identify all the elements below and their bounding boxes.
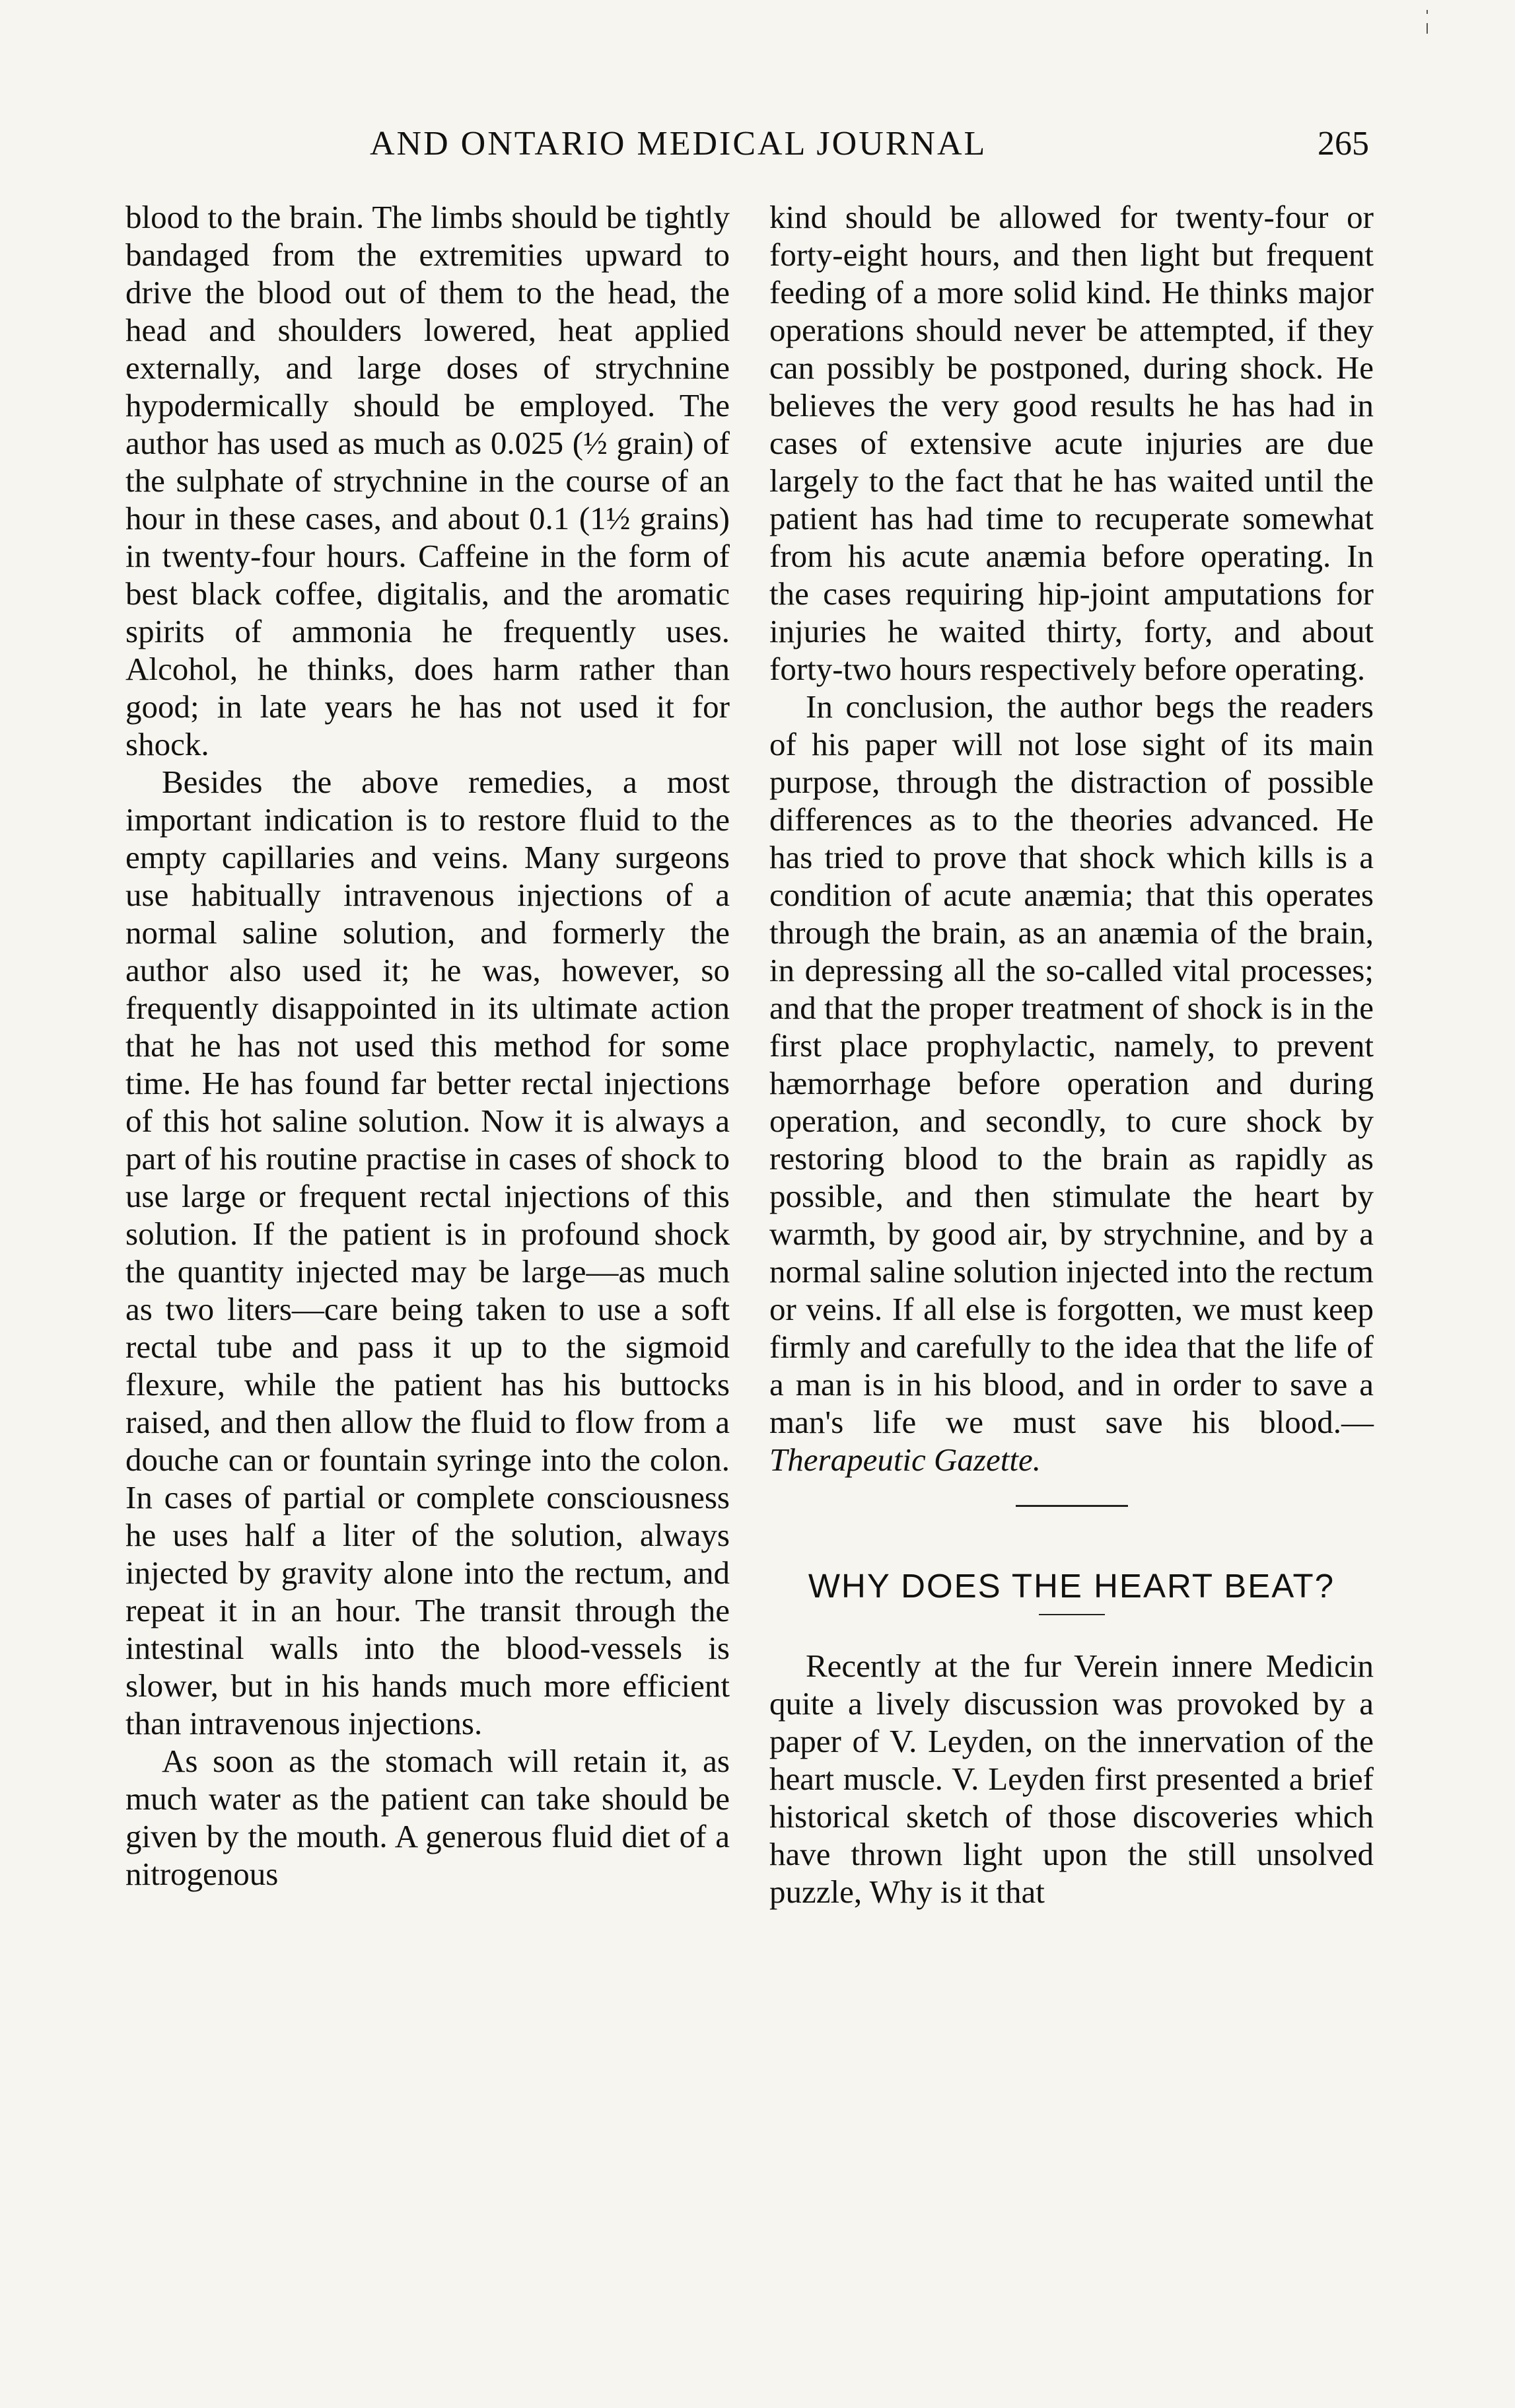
conclusion-text: In conclusion, the author begs the readers of his paper will not lose sight of its main purpose, through the distraction of possible differences as to the theories advanced. He has tried to prove that shock which kills is a condition of acute anæmia; that this operates through the brain, as an anæmia of the brain, in depressing all the so-called vital processes; and that the proper treatment of shock is in the first place prophylactic, namely, to prevent hæmorrhage before operation and during operation, and secondly, to cure shock by restoring blood to the brain as rapidly as possible, and then stimulate the heart by warmth, by good air, by strychnine, and by a normal saline solution injected into the rectum or veins. If all else is forgotten, we must keep firmly and carefully to the idea that the life of a man is in his blood, and in order to save a man's life we must save his blood.— xyxy=(769,688,1374,1440)
running-head: AND ONTARIO MEDICAL JOURNAL xyxy=(370,125,987,163)
left-paragraph-2: Besides the above remedies, a most important indication is to restore fluid to the empty capillaries and veins. Many surgeons use habitually intravenous injections of a normal saline solution, and formerly the author also used it; he was, however, so frequently disappointed in its ultimate action that he has not used this method for some time. He has found far better rectal injections of this hot saline solution. Now it is always a part of his routine practise in cases of shock to use large or frequent rectal injections of this solution. If the patient is in profound shock the quantity injected may be large—as much as two liters—care being taken to use a soft rectal tube and pass it up to the sigmoid flexure, while the patient has his buttocks raised, and then allow the fluid to flow from a douche can or fountain syringe into the colon. In cases of partial or complete consciousness he uses half a liter of the solution, always injected by gravity alone into the rectum, and repeat it in an hour. The transit through the intestinal walls into the blood-vessels is slower, but in his hands much more efficient than intravenous injections. xyxy=(125,764,730,1741)
right-paragraph-1: kind should be allowed for twenty-four or forty-eight hours, and then light but frequent feeding of a more solid kind. He thinks major operations should never be attempted, if they can possibly be postponed, during shock. He believes the very good results he has had in cases of extensive acute injuries are due largely to the fact that he has waited until the patient has had time to recuperate somewhat from his acute anæmia before operating. In the cases requiring hip-joint amputations for injuries he waited thirty, forty, and about forty-two hours respectively before operating. xyxy=(769,199,1374,687)
right-paragraph-2 xyxy=(769,688,1374,1478)
source-citation: Therapeutic Gazette. xyxy=(769,1441,1041,1478)
left-paragraph-3: As soon as the stomach will retain it, as much water as the patient can take should be given by the mouth. A generous fluid diet of a nitrogenous xyxy=(125,1743,730,1892)
heading-rule xyxy=(1039,1614,1105,1615)
page-number: 265 xyxy=(1318,125,1369,163)
left-paragraph-1: blood to the brain. The limbs should be tightly bandaged from the extremities upward to drive the blood out of them to the head, the head and shoulders lowered, heat applied externally, and large doses of strychnine hypodermically should be employed. The author has used as much as 0.025 (½ grain) of the sulphate of strychnine in the course of an hour in these cases, and about 0.1 (1½ grains) in twenty-four hours. Caffeine in the form of best black coffee, digitalis, and the aromatic spirits of ammonia he frequently uses. Alcohol, he thinks, does harm rather than good; in late years he has not used it for shock. xyxy=(125,199,730,762)
margin-specks xyxy=(1425,10,1430,50)
left-column xyxy=(125,198,730,1893)
section-heading: WHY DOES THE HEART BEAT? xyxy=(808,1567,1335,1605)
section-paragraph: Recently at the fur Verein innere Medicin quite a lively discussion was provoked by a paper of V. Leyden, on the innervation of the heart muscle. V. Leyden first presented a brief historical sketch of those discoveries which have thrown light upon the still unsolved puzzle, Why is it that xyxy=(769,1648,1374,1910)
section-divider xyxy=(1016,1505,1128,1507)
right-column xyxy=(769,198,1374,1911)
page-header xyxy=(0,124,1515,177)
